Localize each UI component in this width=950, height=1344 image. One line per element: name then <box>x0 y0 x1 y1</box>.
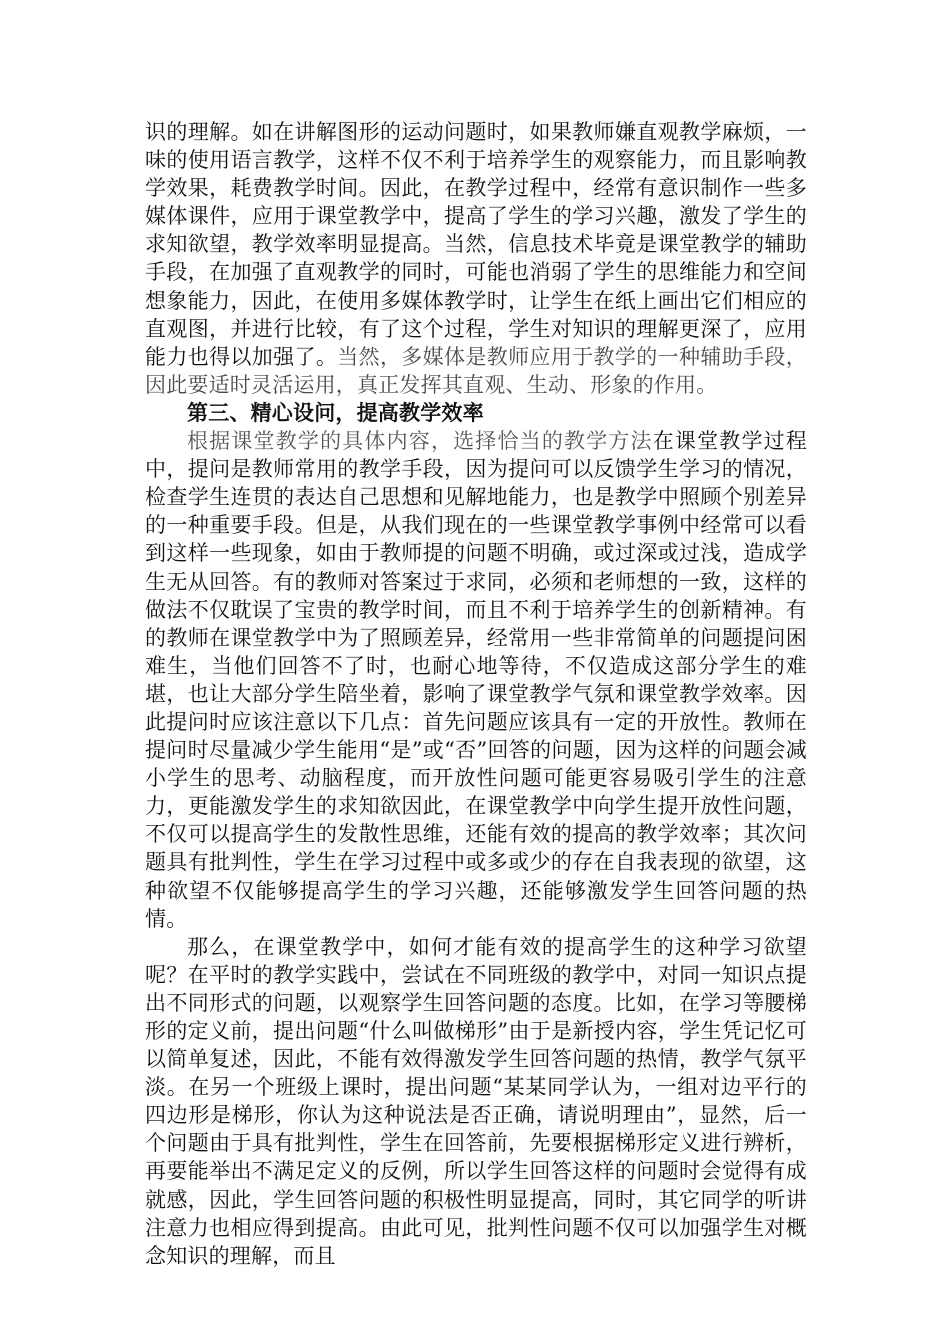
paragraph-multimedia-summary: 当然，多媒体是教师应用于教学的一种辅助手段，因此要适时灵活运用，真正发挥其直观、生动、形象的作用。 <box>145 344 807 397</box>
paragraph-questioning-lead: 根据课堂教学的具体内容，选择恰当的教学方法 <box>187 429 653 454</box>
paragraph-multimedia <box>145 118 807 399</box>
paragraph-questioning <box>145 427 807 933</box>
section-heading-3: 第三、精心设问，提高教学效率 <box>187 399 484 425</box>
paragraph-questioning-text: 在课堂教学过程中，提问是教师常用的教学手段，因为提问可以反馈学生学习的情况，检查学生连贯的表达自己思想和见解地能力，也是教学中照顾个别差异的一种重要手段。但是，从我们现在的一些课堂教学事例中经常可以看到这样一些现象，如由于教师提的问题不明确，或过深或过浅，造成学生无从回答。有的教师对答案过于求同，必须和老师想的一致，这样的做法不仅耽误了宝贵的教学时间，而且不利于培养学生的创新精神。有的教师在课堂教学中为了照顾差异，经常用一些非常简单的问题提问困难生，当他们回答不了时，也耐心地等待，不仅造成这部分学生的难堪，也让大部分学生陪坐着，影响了课堂教学气氛和课堂教学效率。因此提问时应该注意以下几点：首先问题应该具有一定的开放性。教师在提问时尽量减少学生能用“是”或“否”回答的问题，因为这样的问题会减小学生的思考、动脑程度，而开放性问题可能更容易吸引学生的注意力，更能激发学生的求知欲因此，在课堂教学中向学生提开放性问题，不仅可以提高学生的发散性思维，还能有效的提高的教学效率；其次问题具有批判性，学生在学习过程中或多或少的存在自我表现的欲望，这种欲望不仅能够提高学生的学习兴趣，还能够激发学生回答问题的热情。 <box>145 429 807 931</box>
document-page <box>145 118 807 1270</box>
paragraph-example: 那么，在课堂教学中，如何才能有效的提高学生的这种学习欲望呢？在平时的教学实践中，尝试在不同班级的教学中，对同一知识点提出不同形式的问题，以观察学生回答问题的态度。比如，在学习等腰梯形的定义前，提出问题“什么叫做梯形”由于是新授内容，学生凭记忆可以简单复述，因此，不能有效得激发学生回答问题的热情，教学气氛平淡。在另一个班级上课时，提出问题“某某同学认为，一组对边平行的四边形是梯形，你认为这种说法是否正确，请说明理由”，显然，后一个问题由于具有批判性，学生在回答前，先要根据梯形定义进行辨析，再要能举出不满足定义的反例，所以学生回答这样的问题时会觉得有成就感，因此，学生回答问题的积极性明显提高，同时，其它同学的听讲注意力也相应得到提高。由此可见，批判性问题不仅可以加强学生对概念知识的理解，而且 <box>145 934 807 1268</box>
paragraph-multimedia-text: 识的理解。如在讲解图形的运动问题时，如果教师嫌直观教学麻烦，一味的使用语言教学，这样不仅不利于培养学生的观察能力，而且影响教学效果，耗费教学时间。因此，在教学过程中，经常有意识制作一些多媒体课件，应用于课堂教学中，提高了学生的学习兴趣，激发了学生的求知欲望，教学效率明显提高。当然，信息技术毕竟是课堂教学的辅助手段，在加强了直观教学的同时，可能也消弱了学生的思维能力和空间想象能力，因此，在使用多媒体教学时，让学生在纸上画出它们相应的直观图，并进行比较，有了这个过程，学生对知识的理解更深了，应用能力也得以加强了。 <box>145 120 807 369</box>
